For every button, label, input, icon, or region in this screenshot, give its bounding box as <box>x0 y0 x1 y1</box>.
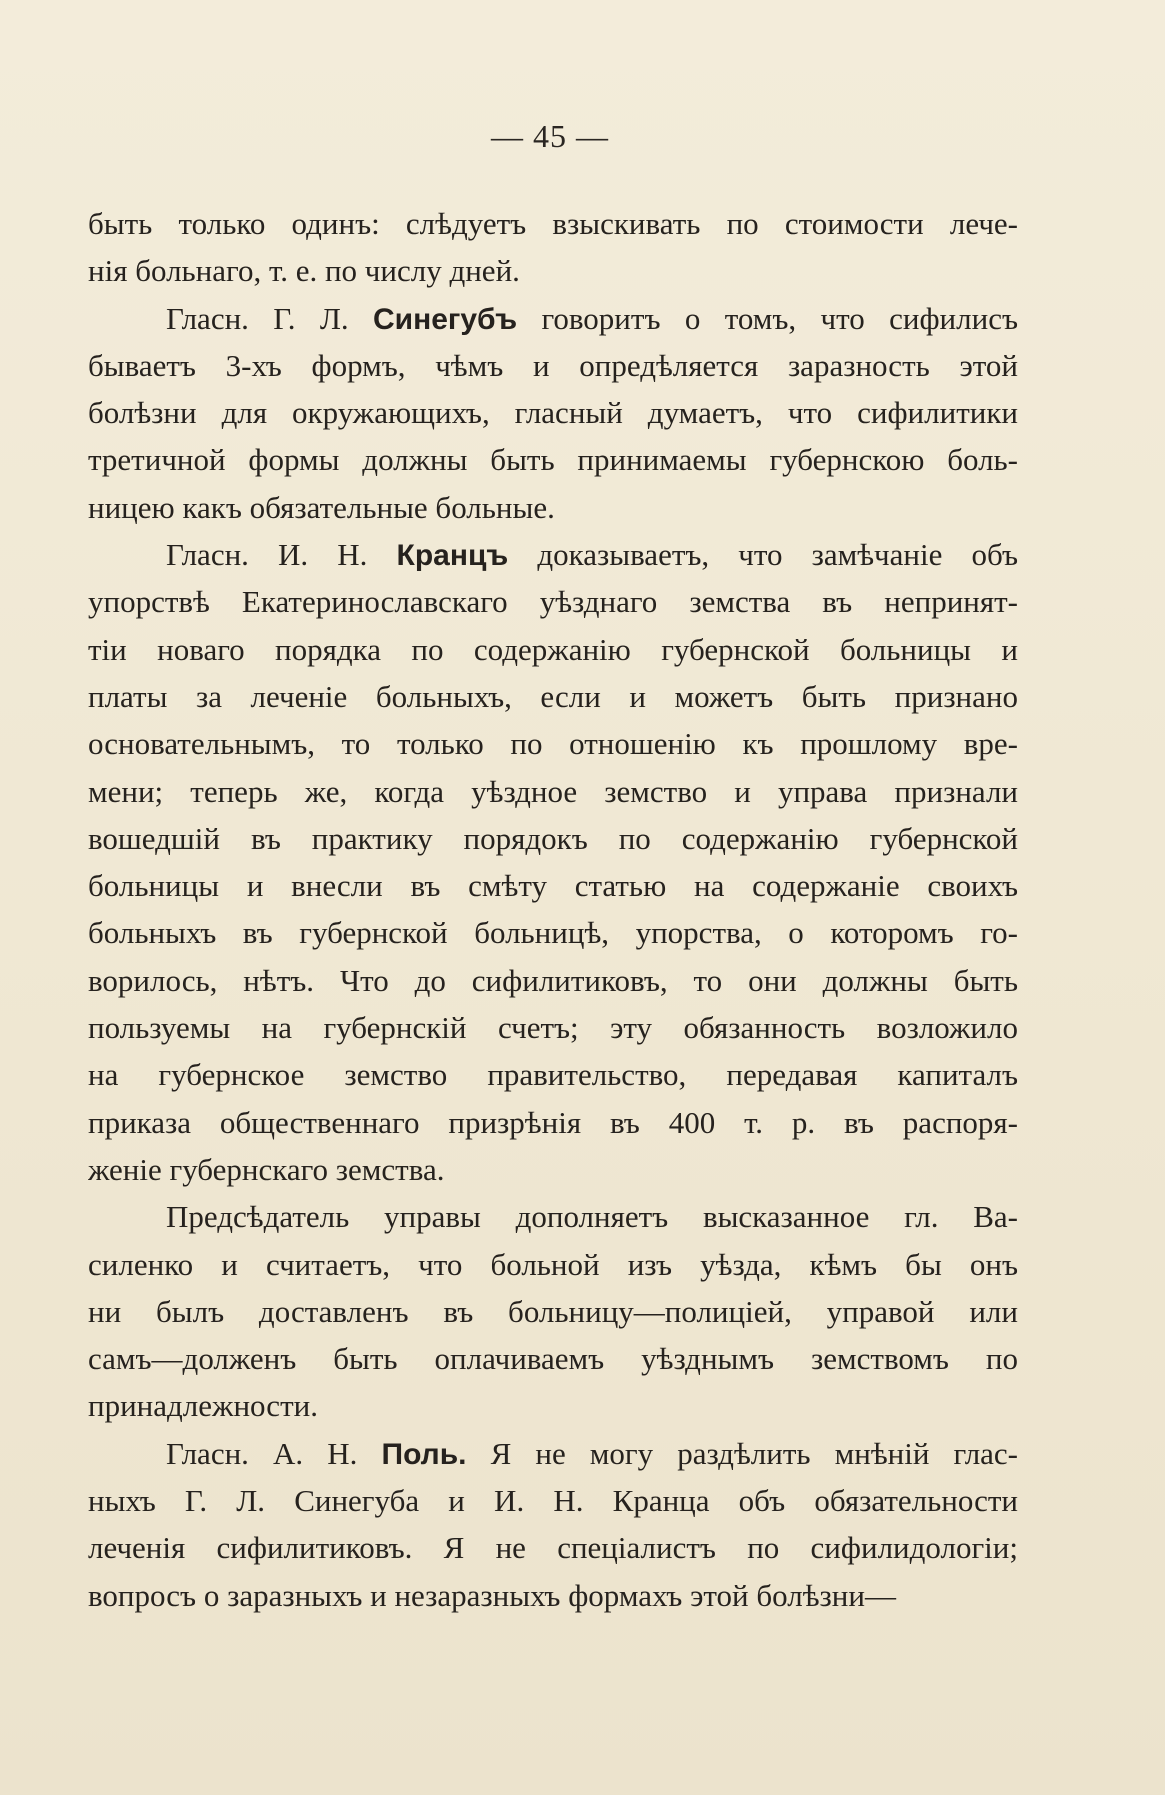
paragraph <box>88 200 1018 295</box>
text-line: вопросъ о заразныхъ и незаразныхъ формахъ этой болѣзни— <box>88 1577 896 1613</box>
text-line: больныхъ въ губернской больницѣ, упорства, о которомъ го- <box>88 915 1018 951</box>
text-line: основательнымъ, то только по отношенію къ прошлому вре- <box>88 726 1018 762</box>
speaker-prefix: Гласн. Г. Л. <box>166 300 373 336</box>
text-line: принадлежности. <box>88 1388 318 1424</box>
speaker-name: Синегубъ <box>372 302 518 336</box>
text-line <box>88 295 1018 342</box>
speaker-prefix: Гласн. И. Н. <box>166 537 397 573</box>
text-line: упорствѣ Екатеринославскаго уѣзднаго земства въ непринят- <box>88 584 1018 620</box>
page-number: — 45 — <box>491 118 609 154</box>
text-line: приказа общественнаго призрѣнія въ 400 т. р. въ распоря- <box>88 1104 1018 1140</box>
speaker-statement: говоритъ о томъ, что сифилисъ <box>517 300 1018 336</box>
text-line <box>88 1430 1018 1477</box>
paragraph <box>88 295 1018 531</box>
text-line: женіе губернскаго земства. <box>88 1151 445 1187</box>
text-line: быть только одинъ: слѣдуетъ взыскивать по стоимости лече- <box>88 206 1018 241</box>
text-line: ворилось, нѣтъ. Что до сифилитиковъ, то они должны быть <box>88 962 1018 998</box>
speaker-name: Поль. <box>381 1437 467 1471</box>
text-line: больницы и внесли въ смѣту статью на содержаніе своихъ <box>88 868 1018 904</box>
text-line: вошедшій въ практику порядокъ по содержанію губернской <box>88 820 1018 856</box>
paragraph <box>88 531 1018 1193</box>
body-text <box>88 200 1018 1619</box>
text-line: ныхъ Г. Л. Синегуба и И. Н. Кранца объ обязательности <box>88 1483 1018 1519</box>
paragraph <box>88 1193 1018 1429</box>
text-line: бываетъ 3-хъ формъ, чѣмъ и опредѣляется заразность этой <box>88 347 1018 383</box>
text-line: мени; теперь же, когда уѣздное земство и управа признали <box>88 773 1018 809</box>
text-line: тіи новаго порядка по содержанію губернской больницы и <box>88 631 1018 667</box>
text-line: Предсѣдатель управы дополняетъ высказанное гл. Ва- <box>166 1199 1018 1235</box>
speaker-statement: доказываетъ, что замѣчаніе объ <box>508 537 1018 573</box>
text-line: на губернское земство правительство, передавая капиталъ <box>88 1057 1018 1093</box>
speaker-name: Кранцъ <box>396 539 509 573</box>
text-line: самъ—долженъ быть оплачиваемъ уѣзднымъ земствомъ по <box>88 1341 1018 1377</box>
text-line: болѣзни для окружающихъ, гласный думаетъ, что сифилитики <box>88 395 1018 431</box>
speaker-statement: Я не могу раздѣлить мнѣній глас- <box>466 1435 1018 1471</box>
text-line: ницею какъ обязательные больные. <box>88 489 555 525</box>
text-line: силенко и считаетъ, что больной изъ уѣзда, кѣмъ бы онъ <box>88 1246 1018 1282</box>
paragraph <box>88 1430 1018 1619</box>
speaker-prefix: Гласн. А. Н. <box>166 1435 382 1471</box>
text-line: ни былъ доставленъ въ больницу—полиціей, управой или <box>88 1293 1018 1329</box>
text-line <box>88 531 1018 578</box>
text-line: платы за леченіе больныхъ, если и можетъ быть признано <box>88 678 1018 714</box>
text-line: третичной формы должны быть принимаемы губернскою боль- <box>88 442 1018 478</box>
text-line: нія больнаго, т. е. по числу дней. <box>88 253 520 289</box>
text-line: пользуемы на губернскій счетъ; эту обязанность возложило <box>88 1010 1018 1046</box>
text-line: леченія сифилитиковъ. Я не спеціалистъ по сифилидологіи; <box>88 1530 1018 1566</box>
